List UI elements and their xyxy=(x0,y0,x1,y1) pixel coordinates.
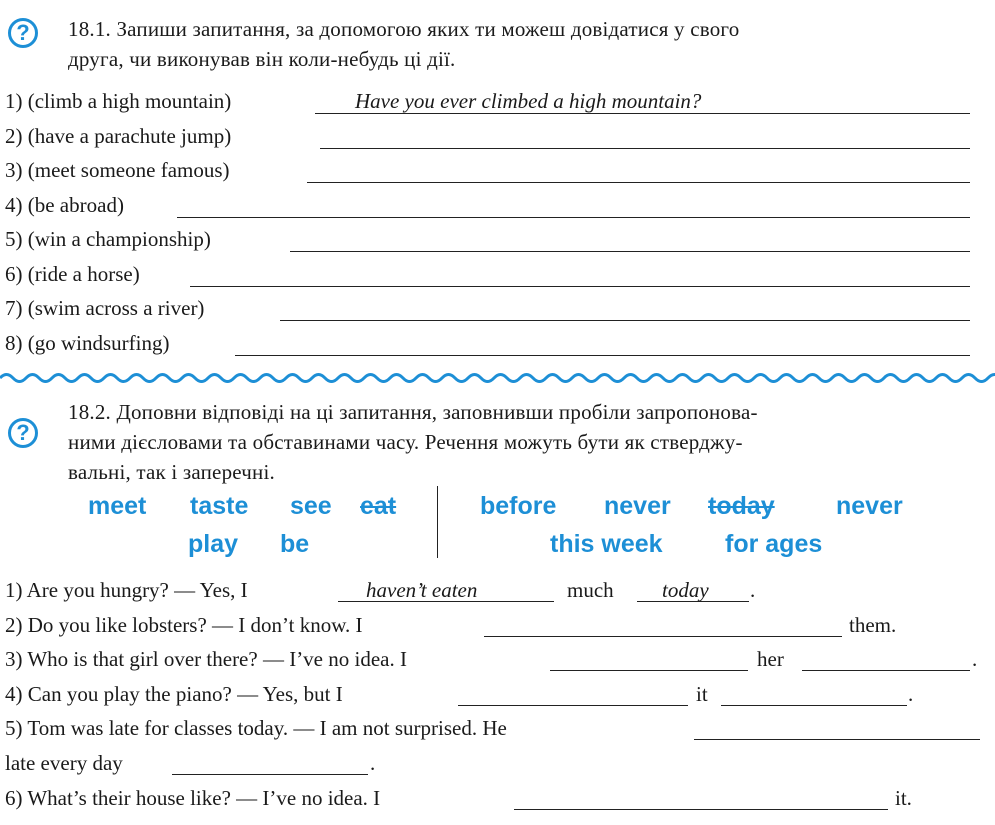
answer-line[interactable] xyxy=(484,636,842,637)
word-be: be xyxy=(280,530,310,558)
answer-line[interactable] xyxy=(280,320,970,321)
task1-title-line2: друга, чи виконував він коли-небудь ці дії. xyxy=(68,47,456,71)
item-label: 1) (climb a high mountain) xyxy=(5,89,232,113)
answer-line[interactable] xyxy=(721,705,907,706)
word-play: play xyxy=(188,530,239,558)
sentence-1-part-b: much xyxy=(567,578,614,602)
task2-title-line3: вальні, так і заперечні. xyxy=(68,460,275,484)
item-label: 2) (have a parachute jump) xyxy=(5,124,232,148)
list-item xyxy=(5,192,970,222)
sentence-4-part-b: it xyxy=(696,682,708,706)
sentence-5-part-b: late every day xyxy=(5,751,123,775)
sentence-6-part-b: it. xyxy=(895,786,912,810)
list-item xyxy=(5,88,970,118)
sentence-5-part-c: . xyxy=(370,751,376,775)
sentence-4-part-a: 4) Can you play the piano? — Yes, but I xyxy=(5,682,343,706)
answer-line[interactable] xyxy=(235,355,970,356)
answer-line[interactable] xyxy=(307,182,970,183)
answer-line[interactable] xyxy=(320,148,970,149)
answer-line[interactable] xyxy=(177,217,970,218)
item-label: 5) (win a championship) xyxy=(5,227,211,251)
word-never: never xyxy=(604,492,671,520)
answer-line[interactable] xyxy=(802,670,970,671)
answer-line[interactable] xyxy=(458,705,688,706)
answer-text: Have you ever climbed a high mountain? xyxy=(355,89,702,113)
answer-line[interactable] xyxy=(550,670,748,671)
word-this-week: this week xyxy=(550,530,663,558)
word-see: see xyxy=(290,492,332,520)
answer-line[interactable] xyxy=(172,774,368,775)
list-item xyxy=(5,261,970,291)
word-meet: meet xyxy=(88,492,147,520)
item-label: 7) (swim across a river) xyxy=(5,296,205,320)
word-taste: taste xyxy=(190,492,249,520)
answer-line[interactable] xyxy=(694,739,980,740)
sentence-3-part-c: . xyxy=(972,647,978,671)
word-for-ages: for ages xyxy=(725,530,823,558)
word-today: today xyxy=(708,492,775,520)
sentence-6-part-a: 6) What’s their house like? — I’ve no idea. I xyxy=(5,786,381,810)
list-item xyxy=(5,123,970,153)
list-item xyxy=(5,157,970,187)
sentence-4-part-c: . xyxy=(908,682,914,706)
answer-line[interactable] xyxy=(290,251,970,252)
wavy-divider xyxy=(0,368,995,388)
sentence-3-part-a: 3) Who is that girl over there? — I’ve no idea. I xyxy=(5,647,407,671)
answer-line[interactable] xyxy=(514,809,888,810)
answer-text: today xyxy=(662,578,709,602)
list-item xyxy=(5,295,970,325)
sentence-2-part-a: 2) Do you like lobsters? — I don’t know. I xyxy=(5,613,363,637)
question-icon: ? xyxy=(8,418,38,448)
sentence-1-part-a: 1) Are you hungry? — Yes, I xyxy=(5,578,248,602)
answer-text: haven’t eaten xyxy=(366,578,478,602)
item-label: 6) (ride a horse) xyxy=(5,262,140,286)
word-before: before xyxy=(480,492,557,520)
word-never-2: never xyxy=(836,492,903,520)
sentence-1-part-c: . xyxy=(750,578,756,602)
task2-title-line2: ними дієсловами та обставинами часу. Речення можуть бути як стверджу- xyxy=(68,430,743,454)
item-label: 4) (be abroad) xyxy=(5,193,124,217)
sentence-3-part-b: her xyxy=(757,647,784,671)
list-item xyxy=(5,330,970,360)
task1-title: 18.1. Запиши запитання, за допомогою яких ти можеш довідатися у свого xyxy=(68,17,740,41)
list-item xyxy=(5,226,970,256)
word-eat: eat xyxy=(360,492,397,520)
question-icon: ? xyxy=(8,18,38,48)
task2-title-line1: 18.2. Доповни відповіді на ці запитання, заповнивши пробіли запропонова- xyxy=(68,400,758,424)
item-label: 3) (meet someone famous) xyxy=(5,158,230,182)
sentence-5-part-a: 5) Tom was late for classes today. — I am not surprised. He xyxy=(5,716,507,740)
sentence-2-part-b: them. xyxy=(849,613,897,637)
answer-line[interactable] xyxy=(190,286,970,287)
word-box-divider xyxy=(437,486,438,558)
item-label: 8) (go windsurfing) xyxy=(5,331,170,355)
